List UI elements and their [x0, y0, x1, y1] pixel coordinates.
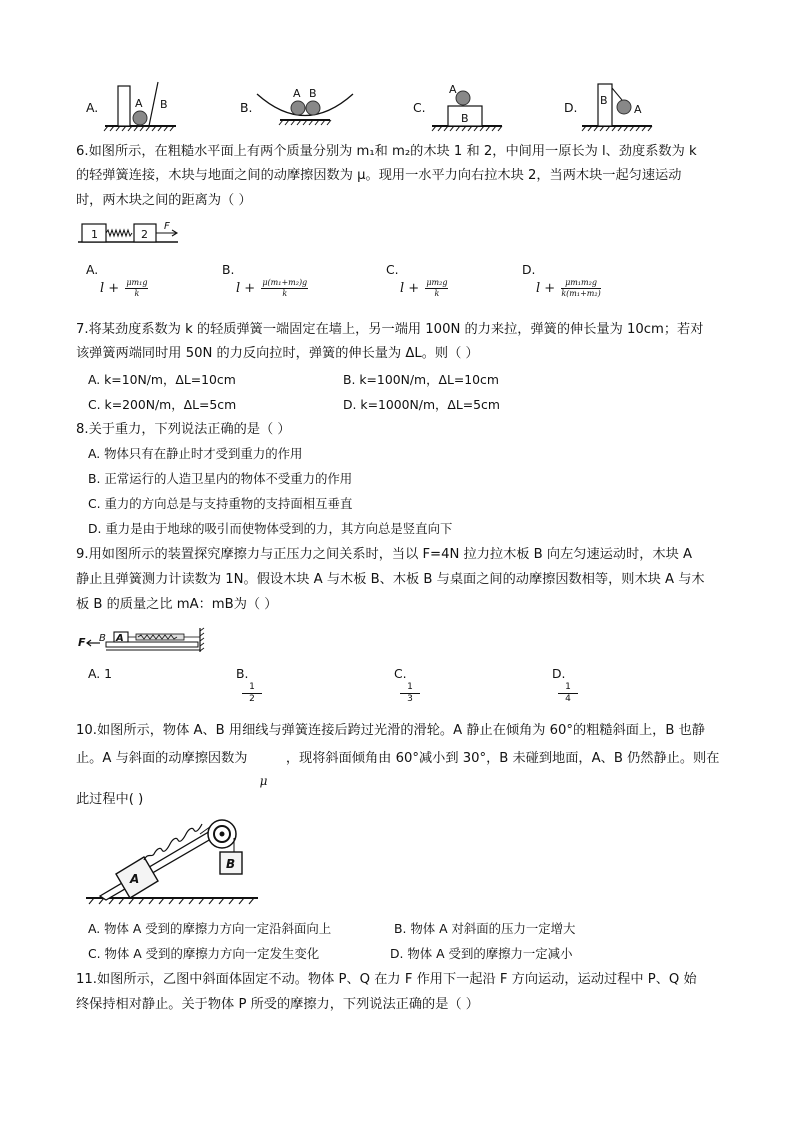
q8-option-b: B. 正常运行的人造卫星内的物体不受重力的作用	[88, 471, 353, 486]
q8-option-d: D. 重力是由于地球的吸引而使物体受到的力，其方向总是竖直向下	[88, 521, 453, 536]
q10-stem-line1: 10.如图所示，物体 A、B 用细线与弹簧连接后跨过光滑的滑轮。A 静止在倾角为 60°的粗糙斜面上，B 也静	[76, 723, 705, 738]
q5-figure-c	[430, 80, 505, 130]
q10-option-b: B. 物体 A 对斜面的压力一定增大	[394, 921, 576, 936]
q5-option-d-label: D.	[564, 100, 578, 115]
q9-option-a: A. 1	[88, 666, 113, 681]
q8-stem: 8.关于重力，下列说法正确的是（ ）	[76, 422, 291, 437]
q6-option-d-label: D.	[522, 262, 536, 277]
q11-stem-line1: 11.如图所示，乙图中斜面体固定不动。物体 P、Q 在力 F 作用下一起沿 F 方向运动，运动过程中 P、Q 始	[76, 972, 697, 987]
q10-block-a-label: A	[130, 872, 140, 886]
q5-fig-c-ball-label: A	[449, 83, 457, 96]
q5-fig-b-ball1-label: A	[293, 87, 301, 100]
q5-fig-d-ball-label: A	[634, 103, 642, 116]
q5-option-a-label: A.	[86, 100, 99, 115]
q9-stem-line1: 9.用如图所示的装置探究摩擦力与正压力之间关系时，当以 F=4N 拉力拉木板 B 向左匀速运动时，木块 A	[76, 547, 692, 562]
q8-option-c: C. 重力的方向总是与支持重物的支持面相互垂直	[88, 496, 353, 511]
q6-stem-line3: 时，两木块之间的距离为（ ）	[76, 193, 252, 208]
q5-fig-a-ball-label: A	[135, 97, 143, 110]
q6-force-label: F	[164, 221, 170, 232]
q6-option-b-expr: l + $\frac{\text{μ(m₁+m₂)g}}{k}$	[236, 278, 308, 298]
q7-option-d: D. k=1000N/m，ΔL=5cm	[343, 397, 500, 412]
q6-block2-label: 2	[141, 228, 148, 241]
q10-pulley-incline-figure	[86, 812, 266, 912]
q6-stem-line2: 的轻弹簧连接，木块与地面之间的动摩擦因数为 μ。现用一水平力向右拉木块 2，当两木块一起匀速运动	[76, 168, 682, 183]
q11-stem-line2: 终保持相对静止。关于物体 P 所受的摩擦力，下列说法正确的是（ ）	[76, 997, 479, 1012]
q7-option-c: C. k=200N/m，ΔL=5cm	[88, 397, 237, 412]
q5-option-b-label: B.	[240, 100, 253, 115]
q6-spring-blocks-figure	[78, 218, 183, 248]
q6-option-a-expr: l + $\frac{\text{μm₁g}}{k}$	[100, 278, 148, 298]
q6-option-a-label: A.	[86, 262, 99, 277]
q6-option-c-expr: l + $\frac{\text{μm₂g}}{k}$	[400, 278, 448, 298]
q10-stem-line3: 此过程中( )	[76, 792, 144, 807]
q9-board-label: B	[99, 633, 106, 644]
q10-mu-symbol: μ	[259, 774, 268, 788]
q9-option-d-label: D.	[552, 666, 566, 681]
q7-option-b: B. k=100N/m，ΔL=10cm	[343, 372, 499, 387]
q9-option-b-label: B.	[236, 666, 249, 681]
q5-figure-a	[102, 78, 182, 133]
q6-block1-label: 1	[91, 228, 98, 241]
q10-stem-line2-part1: 止。A 与斜面的动摩擦因数为	[76, 751, 248, 766]
q5-fig-d-wall-label: B	[600, 94, 608, 107]
q7-stem-line2: 该弹簧两端同时用 50N 的力反向拉时，弹簧的伸长量为 ΔL。则（ ）	[76, 346, 479, 361]
q10-block-b-label: B	[226, 857, 236, 871]
q6-option-b-label: B.	[222, 262, 235, 277]
q6-option-c-label: C.	[386, 262, 399, 277]
q9-option-b-fraction: $\frac{1}{2}$	[242, 682, 262, 705]
q9-stem-line2: 静止且弹簧测力计读数为 1N。假设木块 A 与木板 B、木板 B 与桌面之间的动摩擦因数相等，则木块 A 与木	[76, 572, 705, 587]
q7-stem-line1: 7.将某劲度系数为 k 的轻质弹簧一端固定在墙上，另一端用 100N 的力来拉，弹簧的伸长量为 10cm；若对	[76, 322, 704, 337]
q5-figure-d	[580, 78, 660, 133]
q10-option-c: C. 物体 A 受到的摩擦力方向一定发生变化	[88, 946, 320, 961]
q5-fig-b-ball2-label: B	[309, 87, 317, 100]
q9-friction-setup-figure	[78, 628, 208, 654]
q5-fig-a-wall-label: B	[160, 98, 168, 111]
q9-option-c-fraction: $\frac{1}{3}$	[400, 682, 420, 705]
q10-option-a: A. 物体 A 受到的摩擦力方向一定沿斜面向上	[88, 921, 332, 936]
q10-stem-line2	[76, 750, 720, 788]
q5-fig-c-block-label: B	[461, 112, 469, 125]
q9-option-d-fraction: $\frac{1}{4}$	[558, 682, 578, 705]
q9-force-label: F	[78, 636, 86, 649]
q6-option-d-expr: l + $\frac{\text{μm₁m₂g}}{\text{k(m₁+m₂)}}$	[536, 278, 601, 298]
q9-block-label: A	[116, 633, 124, 644]
q9-stem-line3: 板 B 的质量之比 mA：mB为（ ）	[76, 597, 278, 612]
q10-option-d: D. 物体 A 受到的摩擦力一定减小	[390, 946, 573, 961]
q6-stem-line1: 6.如图所示，在粗糙水平面上有两个质量分别为 m₁和 m₂的木块 1 和 2，中间用一原长为 l、劲度系数为 k	[76, 144, 697, 159]
q10-stem-line2-part2: ，现将斜面倾角由 60°减小到 30°，B 未碰到地面，A、B 仍然静止。则在	[285, 751, 720, 766]
q7-option-a: A. k=10N/m，ΔL=10cm	[88, 372, 236, 387]
q5-option-c-label: C.	[413, 100, 426, 115]
q8-option-a: A. 物体只有在静止时才受到重力的作用	[88, 446, 303, 461]
q9-option-c-label: C.	[394, 666, 407, 681]
q5-figure-b	[255, 82, 355, 127]
